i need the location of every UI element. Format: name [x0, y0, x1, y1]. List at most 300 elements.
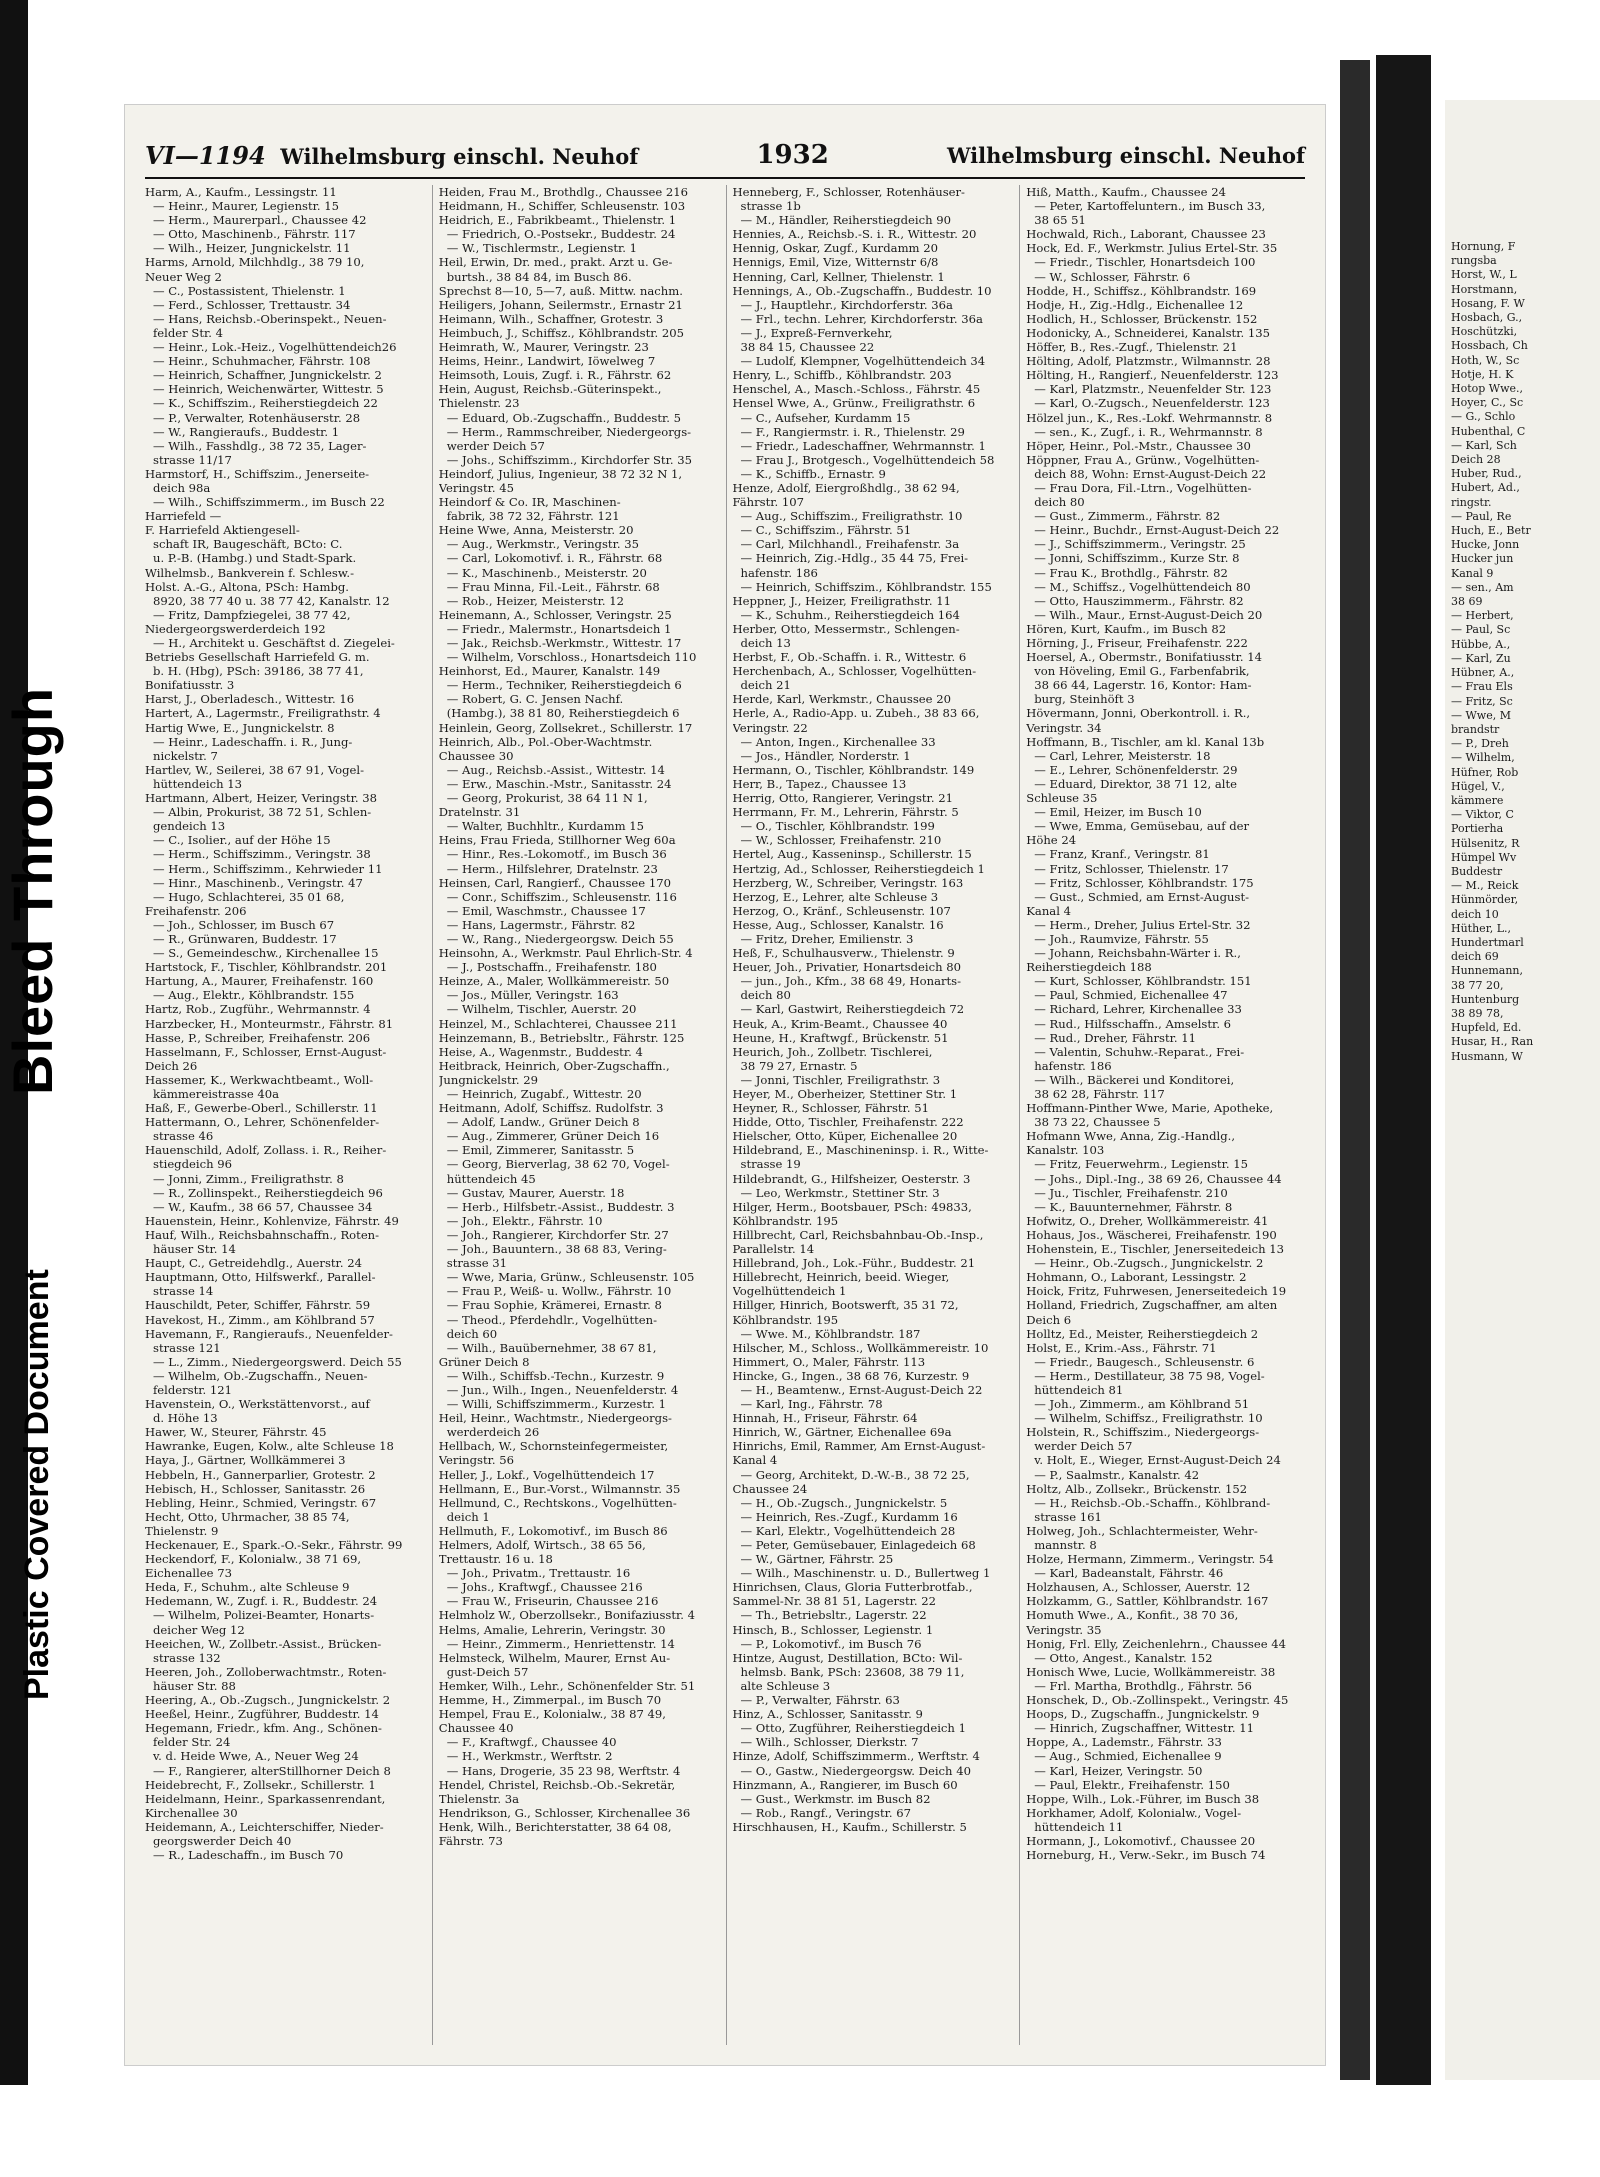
directory-entry: — P., Lokomotivf., im Busch 76	[740, 1636, 922, 1651]
directory-entry: hafenstr. 186	[740, 565, 818, 580]
directory-entry: Hertzig, Ad., Schlosser, Reiherstiegdeich 1	[732, 861, 985, 876]
directory-entry: Heiden, Frau M., Brothdlg., Chaussee 216	[438, 185, 689, 199]
directory-entry: — Jonni, Tischler, Freiligrathstr. 3	[740, 1072, 941, 1087]
directory-entry: — Herm., Techniker, Reiherstiegdeich 6	[446, 678, 682, 693]
directory-entry: — Hans, Lagermstr., Fährstr. 82	[446, 917, 636, 932]
directory-entry: Herrmann, Fr. M., Lehrerin, Fährstr. 5	[732, 805, 959, 820]
directory-entry: Hauenschild, Adolf, Zollass. i. R., Reiher-	[145, 1143, 387, 1158]
next-page-entry-fragment: Hucker jun	[1451, 552, 1514, 566]
directory-entry: Schleuse 35	[1026, 791, 1098, 806]
directory-entry: — Jak., Reichsb.-Werkmstr., Wittestr. 17	[446, 636, 682, 650]
directory-entry: — Peter, Gemüsebauer, Einlagedeich 68	[740, 1538, 976, 1552]
directory-entry: Hauenstein, Heinr., Kohlenvize, Fährstr. 49	[145, 1213, 399, 1228]
directory-entry: — F., Rangiermstr. i. R., Thielenstr. 29	[740, 424, 965, 439]
directory-entry: Heinzemann, B., Betriebsltr., Fährstr. 125	[438, 1030, 685, 1045]
directory-entry: — Herm., Hilfslehrer, Dratelnstr. 23	[446, 861, 658, 876]
directory-entry: — Karl, Platzmstr., Neuenfelder Str. 123	[1034, 382, 1272, 397]
directory-entry: Henneberg, F., Schlosser, Rotenhäuser-	[732, 185, 965, 199]
directory-entry: Heitbrack, Heinrich, Ober-Zugschaffn.,	[438, 1058, 670, 1073]
directory-entry: Heyner, R., Schlosser, Fährstr. 51	[732, 1101, 929, 1116]
directory-entry: deich 80	[740, 988, 791, 1003]
directory-entry: Hennigs, Emil, Vize, Witternstr 6/8	[732, 255, 939, 270]
directory-entry: Hein, August, Reichsb.-Güterinspekt.,	[438, 382, 662, 397]
directory-entry: — Wilh., Maur., Ernst-August-Deich 20	[1034, 607, 1263, 622]
directory-entry: — R., Ladeschaffn., im Busch 70	[153, 1848, 344, 1863]
directory-entry: — O., Tischler, Köhlbrandstr. 199	[740, 819, 935, 834]
directory-entry: — M., Händler, Reiherstiegdeich 90	[740, 213, 951, 228]
directory-entry: — Herm., Destillateur, 38 75 98, Vogel-	[1034, 1368, 1265, 1383]
directory-entry: Kanal 4	[1026, 903, 1071, 918]
directory-entry: felderstr. 121	[153, 1382, 233, 1397]
directory-entry: Hoppe, A., Lademstr., Fährstr. 33	[1026, 1735, 1222, 1750]
directory-entry: Hillebrand, Joh., Lok.-Führ., Buddestr. 21	[732, 1256, 976, 1271]
directory-entry: — W., Schlosser, Freihafenstr. 210	[740, 833, 942, 848]
directory-entry: Neuer Weg 2	[145, 269, 222, 284]
directory-entry: — J., Schiffszimmerm., Veringstr. 25	[1034, 537, 1246, 552]
directory-entry: alte Schleuse 3	[740, 1678, 831, 1693]
directory-entry: Hinrichs, Emil, Rammer, Am Ernst-August-	[732, 1439, 986, 1454]
directory-entry: Hielscher, Otto, Küper, Eichenallee 20	[732, 1129, 958, 1144]
directory-entry: — Jonni, Zimm., Freiligrathstr. 8	[153, 1171, 344, 1186]
directory-entry: — Walter, Buchhltr., Kurdamm 15	[446, 819, 644, 834]
directory-entry: v. Holt, E., Wieger, Ernst-August-Deich 24	[1034, 1453, 1281, 1468]
directory-entry: Hochwald, Rich., Laborant, Chaussee 23	[1026, 227, 1266, 242]
directory-entry: von Höveling, Emil G., Farbenfabrik,	[1034, 664, 1250, 679]
directory-entry: Heindorf, Julius, Ingenieur, 38 72 32 N 1,	[438, 466, 683, 481]
directory-entry: Heitmann, Adolf, Schiffsz. Rudolfstr. 3	[438, 1101, 664, 1116]
directory-entry: 38 84 15, Chaussee 22	[740, 340, 875, 355]
directory-entry: — Wilhelm, Polizei-Beamter, Honarts-	[153, 1608, 375, 1623]
directory-entry: Holtz, Alb., Zollsekr., Brückenstr. 152	[1026, 1481, 1248, 1496]
directory-entry: Heinzel, M., Schlachterei, Chaussee 211	[438, 1016, 678, 1031]
directory-entry: — Wilh., Bauübernehmer, 38 67 81,	[446, 1340, 657, 1355]
directory-entry: — Valentin, Schuhw.-Reparat., Frei-	[1034, 1044, 1245, 1059]
directory-entry: — Otto, Maschinenb., Fährstr. 117	[153, 227, 356, 242]
directory-entry: — Karl, Elektr., Vogelhüttendeich 28	[740, 1523, 956, 1538]
directory-entry: — Heinr., Zimmerm., Henriettenstr. 14	[446, 1636, 675, 1651]
next-page-entry-fragment: — Wwe, M	[1451, 708, 1511, 722]
next-page-entry-fragment: Husmann, W	[1451, 1049, 1523, 1063]
directory-entry: hüttendeich 11	[1034, 1819, 1124, 1834]
directory-entry: — H., Architekt u. Geschäftst d. Ziegelei-	[153, 636, 395, 650]
directory-entry: — Hinrich, Zugschaffner, Wittestr. 11	[1034, 1721, 1254, 1736]
page-number-left	[145, 141, 638, 170]
directory-entry: — Heinr., Ladeschaffn. i. R., Jung-	[153, 734, 353, 749]
directory-entry: Hinrichsen, Claus, Gloria Futterbrotfab.,	[732, 1580, 973, 1595]
directory-entry: Thielenstr. 23	[438, 396, 520, 411]
directory-entry: strasse 161	[1034, 1509, 1102, 1524]
directory-entry: Homuth Wwe., A., Konfit., 38 70 36,	[1026, 1608, 1239, 1623]
directory-entry: Hölting, H., Rangierf., Neuenfelderstr. 123	[1026, 368, 1279, 383]
directory-entry: Hoersel, A., Obermstr., Bonifatiusstr. 14	[1026, 650, 1262, 665]
directory-entry: Heurich, Joh., Zollbetr. Tischlerei,	[732, 1044, 933, 1059]
directory-entry: Heinsen, Carl, Rangierf., Chaussee 170	[438, 875, 671, 890]
directory-entry: — Johs., Schiffszimm., Kirchdorfer Str. 35	[446, 452, 692, 467]
directory-entry: Hecht, Otto, Uhrmacher, 38 85 74,	[145, 1509, 350, 1524]
directory-entry: Haya, J., Gärtner, Wollkämmerei 3	[145, 1453, 346, 1468]
directory-entry: — Fritz, Schlosser, Köhlbrandstr. 175	[1034, 875, 1254, 890]
directory-entry: — Aug., Elektr., Köhlbrandstr. 155	[153, 988, 355, 1003]
directory-entry: — Joh., Bauuntern., 38 68 83, Vering-	[446, 1242, 667, 1257]
next-page-entry-fragment: Horst, W., L	[1451, 268, 1517, 282]
plastic-covered-label: Plastic Covered Document	[18, 1269, 56, 1700]
directory-entry: Harms, Arnold, Milchhdlg., 38 79 10,	[145, 255, 365, 270]
directory-entry: — Robert, G. C. Jensen Nachf.	[446, 692, 624, 707]
directory-entry: — Ju., Tischler, Freihafenstr. 210	[1034, 1185, 1228, 1200]
directory-entry: Herbst, F., Ob.-Schaffn. i. R., Wittestr. 6	[732, 650, 967, 665]
directory-entry: Heil, Erwin, Dr. med., prakt. Arzt u. Ge-	[438, 255, 673, 270]
directory-entry: — K., Bauunternehmer, Fährstr. 8	[1034, 1199, 1233, 1214]
directory-entry: — Paul, Elektr., Freihafenstr. 150	[1034, 1777, 1230, 1792]
directory-entry: Hebling, Heinr., Schmied, Veringstr. 67	[145, 1495, 377, 1510]
directory-entry: Heins, Frau Frieda, Stillhorner Weg 60a	[438, 833, 676, 848]
directory-entry: — Joh., Privatm., Trettaustr. 16	[446, 1566, 631, 1581]
directory-entry: — Wilh., Schlosser, Dierkstr. 7	[740, 1735, 919, 1750]
directory-entry: strasse 121	[153, 1340, 221, 1355]
directory-entry: deich 60	[446, 1326, 498, 1341]
directory-entry: Hincke, G., Ingen., 38 68 76, Kurzestr. 9	[732, 1368, 970, 1383]
directory-entry: Heda, F., Schuhm., alte Schleuse 9	[145, 1580, 350, 1595]
directory-entry: Holweg, Joh., Schlachtermeister, Wehr-	[1026, 1523, 1258, 1538]
directory-entry: — W., Tischlermstr., Legienstr. 1	[446, 241, 638, 256]
directory-entry: Hartmann, Albert, Heizer, Veringstr. 38	[145, 791, 377, 806]
directory-entry: Hilger, Herm., Bootsbauer, PSch: 49833,	[732, 1199, 972, 1214]
directory-entry: — Karl, Gastwirt, Reiherstiegdeich 72	[740, 1002, 965, 1017]
directory-entry: Holzhausen, A., Schlosser, Auerstr. 12	[1026, 1580, 1251, 1595]
directory-entry: Herzog, E., Lehrer, alte Schleuse 3	[732, 889, 939, 904]
next-page-entry-fragment: — Paul, Re	[1451, 509, 1512, 523]
directory-entry: Hormann, J., Lokomotivf., Chaussee 20	[1026, 1833, 1256, 1848]
directory-entry: Veringstr. 56	[438, 1453, 515, 1468]
directory-entry: Hölzel jun., K., Res.-Lokf. Wehrmannstr. 8	[1026, 410, 1273, 425]
directory-entry: — Wilh., Heizer, Jungnickelstr. 11	[153, 241, 351, 256]
directory-entry: Hellmund, C., Rechtskons., Vogelhütten-	[438, 1495, 677, 1510]
scan-top-margin	[0, 0, 1600, 40]
directory-entry: — Wilh., Schiffszimmerm., im Busch 22	[153, 495, 385, 510]
scan-bottom-margin	[0, 2085, 1600, 2177]
directory-entry: — C., Schiffszim., Fährstr. 51	[740, 523, 912, 538]
next-page-entry-fragment: Hornung, F	[1451, 240, 1516, 253]
directory-column-1	[145, 185, 433, 2045]
directory-entry: — J., Expreß-Fernverkehr,	[740, 325, 893, 340]
directory-entry: 38 62 28, Fährstr. 117	[1034, 1087, 1165, 1101]
directory-entry: Grüner Deich 8	[438, 1354, 530, 1369]
directory-entry: — Rob., Heizer, Meisterstr. 12	[446, 593, 624, 608]
directory-entry: Heimann, Wilh., Schaffner, Grotestr. 3	[438, 311, 664, 326]
directory-entry: Heidebrecht, F., Zollsekr., Schillerstr. 1	[145, 1777, 376, 1792]
directory-entry: Helms, Amalie, Lehrerin, Veringstr. 30	[438, 1622, 666, 1637]
directory-entry: — W., Kaufm., 38 66 57, Chaussee 34	[153, 1199, 373, 1214]
directory-entry: Haupt, C., Getreidehdlg., Auerstr. 24	[145, 1256, 362, 1271]
next-page-entry-fragment: — G., Schlo	[1451, 410, 1516, 424]
directory-entry: deich 88, Wohn: Ernst-August-Deich 22	[1034, 466, 1267, 481]
directory-entry: deich 1	[446, 1509, 490, 1524]
directory-entry: — Frau Dora, Fil.-Ltrn., Vogelhütten-	[1034, 480, 1252, 495]
directory-entry: Hock, Ed. F., Werkmstr. Julius Ertel-Str. 35	[1026, 241, 1278, 256]
right-running-title: Wilhelmsburg einschl. Neuhof	[946, 142, 1305, 168]
directory-entry: — Heinrich, Schiffszim., Köhlbrandstr. 155	[740, 579, 992, 594]
directory-entry: Herr, B., Tapez., Chaussee 13	[732, 776, 907, 791]
directory-entry: — Hinr., Maschinenb., Veringstr. 47	[153, 875, 363, 890]
directory-entry: — W., Gärtner, Fährstr. 25	[740, 1552, 894, 1567]
directory-entry: Hennings, A., Ob.-Zugschaffn., Buddestr. 10	[732, 283, 992, 298]
directory-entry: Heune, H., Kraftwgf., Brückenstr. 51	[732, 1030, 949, 1045]
directory-entry: Hilscher, M., Schloss., Wollkämmereistr. 10	[732, 1340, 989, 1355]
directory-entry: Helmers, Adolf, Wirtsch., 38 65 56,	[438, 1538, 646, 1552]
directory-entry: Honisch Wwe, Lucie, Wollkämmereistr. 38	[1026, 1664, 1276, 1679]
directory-entry: Hoops, D., Zugschaffn., Jungnickelstr. 9	[1026, 1707, 1260, 1722]
next-page-entry-fragment: Hülsenitz, R	[1451, 836, 1520, 850]
directory-entry: hafenstr. 186	[1034, 1058, 1112, 1073]
directory-entry: — Rud., Dreher, Fährstr. 11	[1034, 1030, 1197, 1045]
directory-entry: — Georg, Architekt, D.-W.-B., 38 72 25,	[740, 1467, 970, 1482]
directory-entry: Hennies, A., Reichsb.-S. i. R., Wittestr. 20	[732, 227, 977, 242]
directory-entry: — Fritz, Feuerwehrm., Legienstr. 15	[1034, 1157, 1248, 1172]
directory-entry: Honig, Frl. Elly, Zeichenlehrn., Chaussee 44	[1026, 1636, 1287, 1651]
directory-entry: Betriebs Gesellschaft Harriefeld G. m.	[145, 650, 370, 665]
directory-entry: felder Str. 4	[153, 325, 223, 340]
directory-entry: Hedemann, W., Zugf. i. R., Buddestr. 24	[145, 1594, 378, 1609]
directory-entry: — Eduard, Direktor, 38 71 12, alte	[1034, 776, 1237, 791]
directory-entry: Hohenstein, E., Tischler, Jenerseitedeich 13	[1026, 1242, 1285, 1257]
year: 1932	[756, 140, 829, 170]
directory-entry: Heise, A., Wagenmstr., Buddestr. 4	[438, 1044, 643, 1059]
directory-entry: Hohmann, O., Laborant, Lessingstr. 2	[1026, 1270, 1247, 1285]
directory-entry: deich 80	[1034, 495, 1085, 510]
directory-entry: Holzkamm, G., Sattler, Köhlbrandstr. 167	[1026, 1594, 1269, 1609]
next-page-edge	[1445, 100, 1600, 2080]
directory-entry: Heidelmann, Heinr., Sparkassenrendant,	[145, 1791, 386, 1806]
directory-entry: Heuer, Joh., Privatier, Honartsdeich 80	[732, 960, 961, 975]
directory-entry: Hofwitz, O., Dreher, Wollkämmereistr. 41	[1026, 1213, 1269, 1228]
directory-entry: — Aug., Werkmstr., Veringstr. 35	[446, 537, 639, 552]
directory-entry: — Rob., Rangf., Veringstr. 67	[740, 1805, 912, 1820]
directory-entry: Honschek, D., Ob.-Zollinspekt., Veringstr. 45	[1026, 1693, 1289, 1708]
directory-entry: — sen., K., Zugf., i. R., Wehrmannstr. 8	[1034, 424, 1263, 439]
directory-entry: Hawer, W., Steurer, Fährstr. 45	[145, 1425, 327, 1440]
directory-entry: Havekost, H., Zimm., am Köhlbrand 57	[145, 1312, 375, 1327]
directory-entry: — Ferd., Schlosser, Trettaustr. 34	[153, 297, 351, 312]
directory-entry: Hendrikson, G., Schlosser, Kirchenallee 36	[438, 1805, 691, 1820]
directory-entry: kämmereistrasse 40a	[153, 1087, 280, 1101]
directory-entry: Hoick, Fritz, Fuhrwesen, Jenerseitedeich 19	[1026, 1284, 1287, 1299]
directory-entry: — Wilh., Fasshdlg., 38 72 35, Lager-	[153, 438, 367, 453]
directory-entry: — Wilh., Maschinenstr. u. D., Bullertweg 1	[740, 1566, 991, 1581]
directory-entry: Hassemer, K., Werkwachtbeamt., Woll-	[145, 1072, 374, 1087]
directory-entry: — J., Postschaffn., Freihafenstr. 180	[446, 960, 657, 975]
next-page-entry-fragment: Hübner, A.,	[1451, 666, 1515, 680]
directory-entry: Horneburg, H., Verw.-Sekr., im Busch 74	[1026, 1848, 1266, 1863]
directory-entry: Heinlein, Georg, Zollsekret., Schillerstr. 17	[438, 720, 693, 735]
directory-entry: Hebbeln, H., Gannerparlier, Grotestr. 2	[145, 1467, 376, 1482]
directory-entry: Henk, Wilh., Berichterstatter, 38 64 08,	[438, 1819, 672, 1834]
directory-entry: burtsh., 38 84 84, im Busch 86.	[446, 269, 632, 284]
directory-entry: Höppner, Frau A., Grünw., Vogelhütten-	[1026, 452, 1260, 467]
directory-entry: — Otto, Zugführer, Reiherstiegdeich 1	[740, 1721, 966, 1736]
directory-entry: — P., Verwalter, Fährstr. 63	[740, 1693, 900, 1708]
directory-page	[125, 105, 1325, 2065]
directory-entry: Hodje, H., Zig.-Hdlg., Eichenallee 12	[1026, 297, 1244, 312]
directory-entry: Parallelstr. 14	[732, 1242, 815, 1257]
next-page-entry-fragment: Hundertmarl	[1451, 935, 1524, 949]
next-page-entry-fragment: Hubert, Ad.,	[1451, 481, 1520, 495]
directory-entry: — Friedr., Ladeschaffner, Wehrmannstr. 1	[740, 438, 986, 453]
directory-entry: — Herm., Dreher, Julius Ertel-Str. 32	[1034, 917, 1251, 932]
directory-entry: Heimbuch, J., Schiffsz., Köhlbrandstr. 205	[438, 325, 685, 340]
directory-entry: Hebisch, H., Schlosser, Sanitasstr. 26	[145, 1481, 366, 1496]
directory-entry: — Anton, Ingen., Kirchenallee 33	[740, 734, 936, 749]
directory-entry: Henry, L., Schiffb., Köhlbrandstr. 203	[732, 368, 952, 383]
directory-entry: Hövermann, Jonni, Oberkontroll. i. R.,	[1026, 706, 1251, 721]
directory-entry: — Fritz, Schlosser, Thielenstr. 17	[1034, 861, 1229, 876]
directory-entry: u. P.-B. (Hambg.) und Stadt-Spark.	[153, 551, 357, 566]
directory-entry: Hattermann, O., Lehrer, Schönenfelder-	[145, 1115, 380, 1130]
directory-entry: — Willi, Schiffszimmerm., Kurzestr. 1	[446, 1397, 667, 1412]
directory-entry: Heinrich, Alb., Pol.-Ober-Wachtmstr.	[438, 734, 653, 749]
directory-entry: — Frl., techn. Lehrer, Kirchdorferstr. 36a	[740, 311, 983, 326]
directory-entry: Hendel, Christel, Reichsb.-Ob.-Sekretär,	[438, 1777, 676, 1792]
directory-entry: — F., Rangierer, alterStillhorner Deich 8	[153, 1763, 391, 1778]
directory-entry: strasse 132	[153, 1650, 221, 1665]
directory-entry: — Heinr., Schuhmacher, Fährstr. 108	[153, 354, 371, 369]
directory-entry: Hodlich, H., Schlosser, Brückenstr. 152	[1026, 311, 1258, 326]
directory-entry: — H., Werkmstr., Werftstr. 2	[446, 1749, 613, 1764]
next-page-entry-fragment: Hupfeld, Ed.	[1451, 1021, 1522, 1035]
directory-entry: Heeßel, Heinr., Zugführer, Buddestr. 14	[145, 1707, 379, 1722]
directory-entry: — Wilhelm, Tischler, Auerstr. 20	[446, 1002, 637, 1017]
directory-entry: Heine Wwe, Anna, Meisterstr. 20	[438, 523, 634, 538]
next-page-entry-fragment: ringstr.	[1451, 495, 1492, 509]
directory-entry: Hiß, Matth., Kaufm., Chaussee 24	[1026, 185, 1226, 199]
directory-entry: Heiligers, Johann, Seilermstr., Ernastr 21	[438, 297, 683, 312]
directory-entry: Heil, Heinr., Wachtmstr., Niedergeorgs-	[438, 1411, 672, 1426]
directory-entry: Heckenauer, E., Spark.-O.-Sekr., Fährstr. 99	[145, 1538, 403, 1552]
directory-entry: Hodde, H., Schiffsz., Köhlbrandstr. 169	[1026, 283, 1257, 298]
directory-entry: — Otto, Angest., Kanalstr. 152	[1034, 1650, 1213, 1665]
next-page-entry-fragment: Hunnemann,	[1451, 964, 1524, 978]
directory-entry: — C., Aufseher, Kurdamm 15	[740, 410, 911, 425]
directory-entry: Harriefeld —	[145, 509, 222, 524]
directory-entry: schaft IR, Baugeschäft, BCto: C.	[153, 537, 343, 552]
directory-entry: — Conr., Schiffszim., Schleusenstr. 116	[446, 889, 677, 904]
directory-entry: werder Deich 57	[446, 438, 545, 453]
directory-entry: — Wilhelm, Schiffsz., Freiligrathstr. 10	[1034, 1411, 1263, 1426]
directory-entry: Reiherstiegdeich 188	[1026, 960, 1152, 975]
directory-entry: Helmsteck, Wilhelm, Maurer, Ernst Au-	[438, 1650, 671, 1665]
next-page-entry-fragment: — sen., Am	[1451, 580, 1514, 594]
directory-entry: Hasselmann, F., Schlosser, Ernst-August-	[145, 1044, 387, 1059]
directory-entry: deicher Weg 12	[153, 1622, 245, 1637]
directory-entry: Deich 26	[145, 1058, 198, 1073]
next-page-entry-fragment: — Karl, Sch	[1451, 438, 1517, 452]
directory-entry: georgswerder Deich 40	[153, 1833, 292, 1848]
directory-entry: Jungnickelstr. 29	[438, 1072, 539, 1087]
directory-entry: — Karl, Heizer, Veringstr. 50	[1034, 1763, 1203, 1778]
directory-entry: Hennig, Oskar, Zugf., Kurdamm 20	[732, 241, 938, 256]
directory-entry: — Gust., Zimmerm., Fährstr. 82	[1034, 509, 1221, 524]
directory-entry: Höffer, B., Res.-Zugf., Thielenstr. 21	[1026, 340, 1238, 355]
directory-entry: fabrik, 38 72 32, Fährstr. 121	[446, 509, 620, 524]
next-page-entry-fragment: Huntenburg	[1451, 992, 1520, 1006]
bleed-through-label: Bleed Through	[1, 686, 64, 1095]
directory-entry: Niedergeorgswerderdeich 192	[145, 621, 326, 636]
directory-entry: — Frau K., Brothdlg., Fährstr. 82	[1034, 565, 1228, 580]
directory-entry: Hidde, Otto, Tischler, Freihafenstr. 222	[732, 1115, 964, 1130]
directory-entry: Hartstock, F., Tischler, Köhlbrandstr. 201	[145, 960, 388, 975]
next-page-entry-fragment: kämmere	[1451, 793, 1504, 807]
directory-entry: — K., Schiffszim., Reiherstiegdeich 22	[153, 396, 378, 411]
directory-entry: — Heinrich, Weichenwärter, Wittestr. 5	[153, 382, 384, 397]
directory-entry: Hinz, A., Schlosser, Sanitasstr. 9	[732, 1707, 923, 1722]
directory-entry: — Jos., Müller, Veringstr. 163	[446, 988, 619, 1003]
directory-entry: Freihafenstr. 206	[145, 903, 247, 918]
directory-entry: — K., Schiffb., Ernastr. 9	[740, 466, 886, 481]
next-page-entry-fragment: Hucke, Jonn	[1451, 538, 1520, 552]
directory-entry: Hertel, Aug., Kasseninsp., Schillerstr. 15	[732, 847, 972, 862]
next-page-entry-fragment: — Fritz, Sc	[1451, 694, 1513, 708]
directory-entry: Harmstorf, H., Schiffszim., Jenerseite-	[145, 466, 370, 481]
directory-entry: — Albin, Prokurist, 38 72 51, Schlen-	[153, 805, 372, 820]
directory-entry: Chaussee 40	[438, 1721, 514, 1736]
directory-entry: Veringstr. 34	[1026, 720, 1102, 735]
directory-entry: — M., Schiffsz., Vogelhüttendeich 80	[1034, 579, 1251, 594]
directory-entry: — Friedr., Malermstr., Honartsdeich 1	[446, 621, 672, 636]
directory-entry: — Joh., Elektr., Fährstr. 10	[446, 1213, 603, 1228]
directory-entry: — Eduard, Ob.-Zugschaffn., Buddestr. 5	[446, 410, 681, 425]
directory-entry: Hohaus, Jos., Wäscherei, Freihafenstr. 190	[1026, 1227, 1277, 1242]
directory-entry: — Jos., Händler, Norderstr. 1	[740, 748, 911, 763]
directory-entry: Hensel Wwe, A., Grünw., Freiligrathstr. 6	[732, 396, 976, 411]
directory-entry: Hartlev, W., Seilerei, 38 67 91, Vogel-	[145, 762, 365, 777]
directory-entry: häuser Str. 88	[153, 1678, 236, 1693]
next-page-entry-fragment: Buddestr	[1451, 864, 1503, 878]
directory-entry: — Heinrich, Res.-Zugf., Kurdamm 16	[740, 1509, 958, 1524]
directory-entry: strasse 11/17	[153, 452, 232, 467]
directory-entry: hüttendeich 45	[446, 1171, 536, 1186]
next-page-entry-fragment: 38 69	[1451, 595, 1483, 609]
directory-entry: Hinsch, B., Schlosser, Legienstr. 1	[732, 1622, 934, 1637]
directory-entry: — Frau W., Friseurin, Chaussee 216	[446, 1594, 659, 1609]
directory-entry: — Heinr., Maurer, Legienstr. 15	[153, 199, 340, 214]
directory-entry: — Carl, Lokomotivf. i. R., Fährstr. 68	[446, 551, 663, 566]
directory-entry: hüttendeich 81	[1034, 1382, 1124, 1397]
directory-entry: — P., Saalmstr., Kanalstr. 42	[1034, 1467, 1200, 1482]
directory-entry: Hillger, Hinrich, Bootswerft, 35 31 72,	[732, 1298, 959, 1313]
next-page-entry-fragment: — M., Reick	[1451, 879, 1519, 893]
directory-entry: — Emil, Heizer, im Busch 10	[1034, 805, 1202, 820]
directory-entry: Herzog, O., Kränf., Schleusenstr. 107	[732, 903, 951, 918]
directory-entry: — Paul, Schmied, Eichenallee 47	[1034, 988, 1228, 1003]
directory-entry: Fährstr. 107	[732, 495, 805, 510]
directory-entry: — Herm., Schiffszimm., Veringstr. 38	[153, 847, 371, 862]
directory-entry: Hölting, Adolf, Platzmstr., Wilmannstr. 28	[1026, 354, 1271, 369]
directory-entry: Hesse, Aug., Schlosser, Kanalstr. 16	[732, 917, 944, 932]
directory-entry: — Wwe. M., Köhlbrandstr. 187	[740, 1326, 921, 1341]
directory-entry: Harst, J., Oberladesch., Wittestr. 16	[145, 692, 355, 707]
next-page-entry-fragment: brandstr	[1451, 722, 1500, 736]
directory-entry: — Jonni, Schiffszimm., Kurze Str. 8	[1034, 551, 1240, 566]
directory-entry: — Joh., Schlosser, im Busch 67	[153, 917, 335, 932]
directory-entry: Heuk, A., Krim-Beamt., Chaussee 40	[732, 1016, 948, 1031]
directory-entry: felder Str. 24	[153, 1735, 231, 1750]
directory-entry: Holst. A.-G., Altona, PSch: Hambg.	[145, 579, 349, 594]
directory-entry: Harzbecker, H., Monteurmstr., Fährstr. 81	[145, 1016, 394, 1031]
directory-entry: Hemme, H., Zimmerpal., im Busch 70	[438, 1693, 662, 1708]
directory-entry: strasse 31	[446, 1256, 508, 1271]
directory-entry: Hillebrecht, Heinrich, beeid. Wieger,	[732, 1270, 950, 1285]
next-page-entry-fragment: Hossbach, Ch	[1451, 339, 1528, 353]
directory-entry: — Leo, Werkmstr., Stettiner Str. 3	[740, 1185, 940, 1200]
